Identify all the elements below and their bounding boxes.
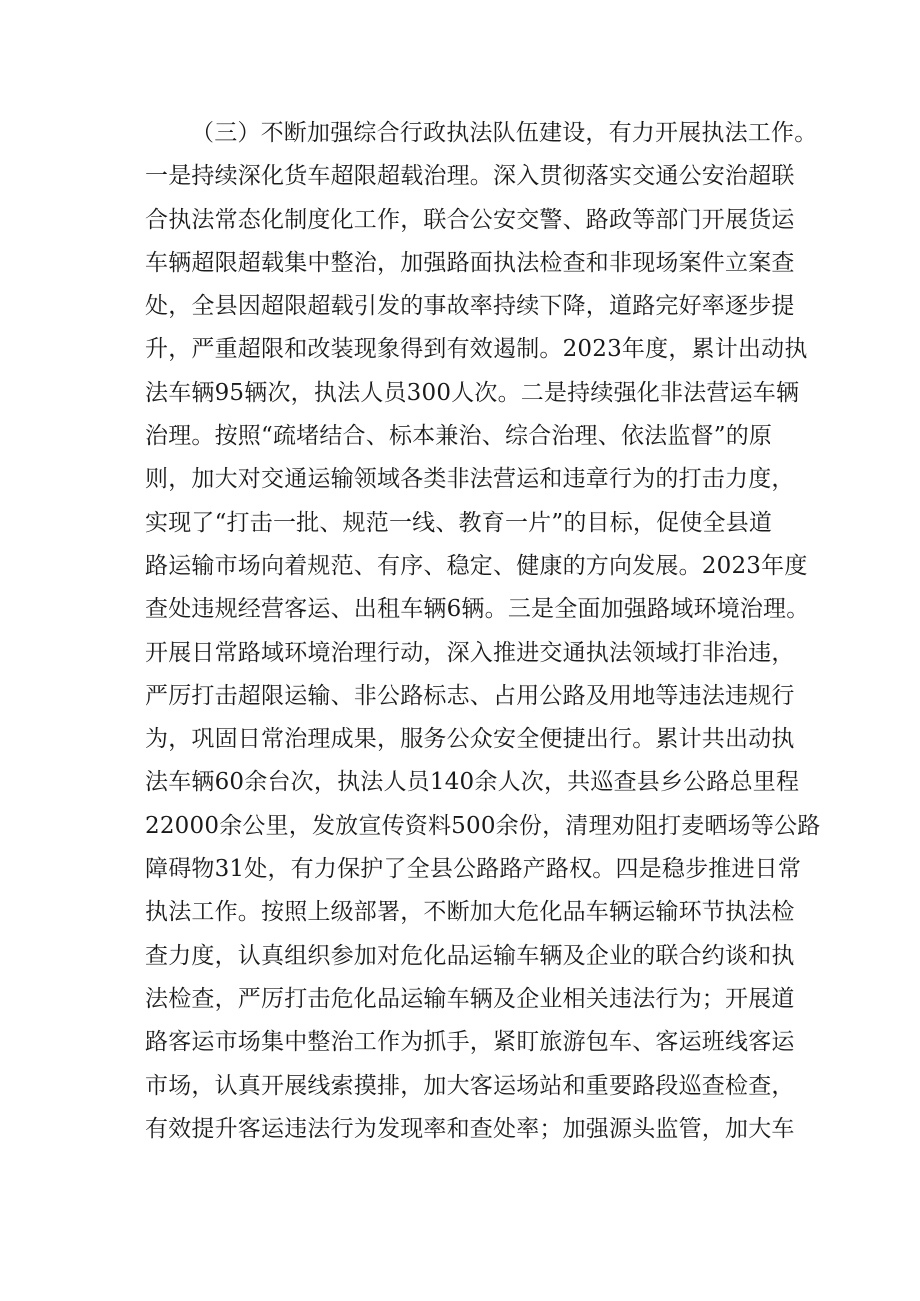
text-line: 升，严重超限和改装现象得到有效遏制。2023年度，累计出动执 (145, 336, 808, 363)
text-line: 法车辆95辆次，执法人员300人次。二是持续强化非法营运车辆 (145, 379, 800, 406)
text-line: 22000余公里，发放宣传资料500余份，清理劝阻打麦晒场等公路 (145, 812, 821, 839)
text-line: 障碍物31处，有力保护了全县公路路产路权。四是稳步推进日常 (145, 856, 802, 883)
text-line: 则，加大对交通运输领域各类非法营运和违章行为的打击力度， (145, 466, 795, 493)
text-line: 处，全县因超限超载引发的事故率持续下降，道路完好率逐步提 (145, 293, 795, 320)
text-line: 车辆超限超载集中整治，加强路面执法检查和非现场案件立案查 (145, 249, 795, 276)
text-line: 路客运市场集中整治工作为抓手，紧盯旅游包车、客运班线客运 (145, 1029, 795, 1056)
text-line: 查处违规经营客运、出租车辆6辆。三是全面加强路域环境治理。 (145, 596, 810, 623)
text-line: 实现了“打击一批、规范一线、教育一片”的目标，促使全县道 (145, 509, 773, 536)
text-line: 法检查，严厉打击危化品运输车辆及企业相关违法行为；开展道 (145, 985, 795, 1012)
text-line: 严厉打击超限运输、非公路标志、占用公路及用地等违法违规行 (145, 682, 795, 709)
text-line: 开展日常路域环境治理行动，深入推进交通执法领域打非治违， (145, 639, 795, 666)
text-line: 为，巩固日常治理成果，服务公众安全便捷出行。累计共出动执 (145, 726, 795, 753)
text-line: 执法工作。按照上级部署，不断加大危化品车辆运输环节执法检 (145, 899, 795, 926)
text-line: 有效提升客运违法行为发现率和查处率；加强源头监管，加大车 (145, 1115, 795, 1142)
text-line: 治理。按照“疏堵结合、标本兼治、综合治理、依法监督”的原 (145, 423, 773, 450)
text-line: （三）不断加强综合行政执法队伍建设，有力开展执法工作。 (191, 120, 818, 146)
text-line: 法车辆60余台次，执法人员140余人次，共巡查县乡公路总里程 (145, 769, 800, 796)
text-line: 一是持续深化货车超限超载治理。深入贯彻落实交通公安治超联 (145, 163, 795, 190)
text-line: 路运输市场向着规范、有序、稳定、健康的方向发展。2023年度 (145, 552, 808, 579)
text-line: 市场，认真开展线索摸排，加大客运场站和重要路段巡查检查， (145, 1072, 795, 1099)
text-line: 合执法常态化制度化工作，联合公安交警、路政等部门开展货运 (145, 206, 795, 233)
body-text (145, 112, 821, 1151)
text-line: 查力度，认真组织参加对危化品运输车辆及企业的联合约谈和执 (145, 942, 795, 969)
